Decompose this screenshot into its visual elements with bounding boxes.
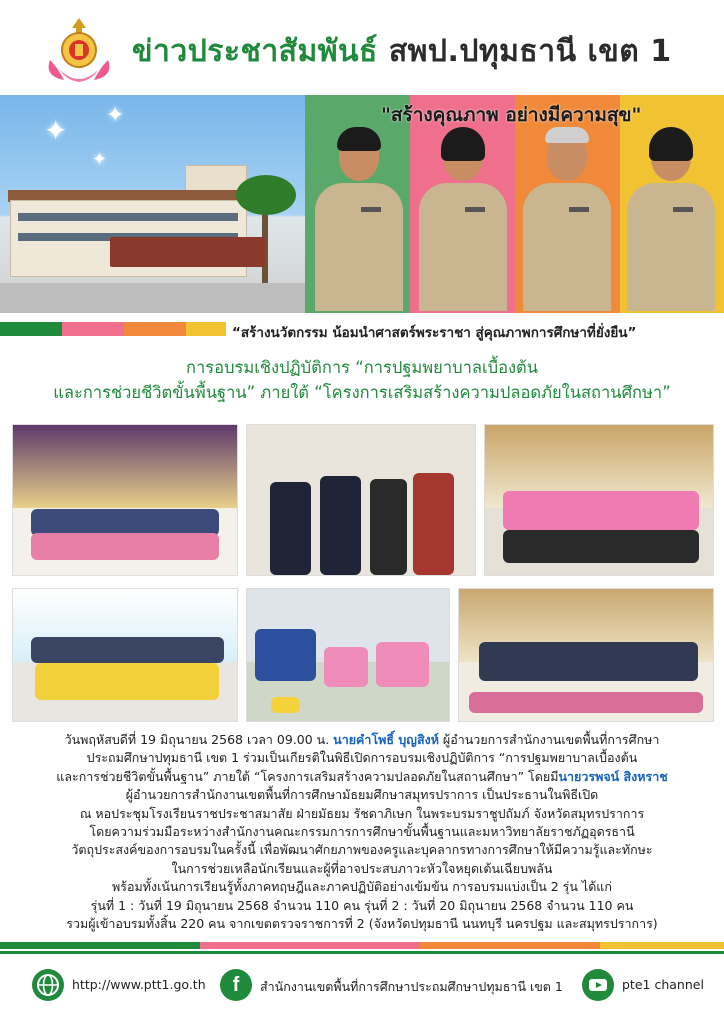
- color-stripe: [62, 322, 124, 336]
- youtube-icon[interactable]: [582, 969, 614, 1001]
- photo-trainers: [484, 424, 714, 576]
- portrait-deputy-1: [415, 131, 511, 311]
- office-building-photo: [0, 95, 305, 313]
- youtube-channel-link[interactable]: pte1 channel: [622, 977, 704, 992]
- chair-name: นายวรพจน์ สิงหราช: [558, 768, 668, 784]
- news-title: [0, 355, 724, 405]
- header-title: [132, 28, 672, 75]
- photo-hall-audience: [458, 588, 714, 722]
- building-windows: [18, 213, 238, 221]
- facebook-icon[interactable]: f: [220, 969, 252, 1001]
- body-line: รุ่นที่ 1 : วันที่ 19 มิถุนายน 2568 จำนวน 110 คน รุ่นที่ 2 : วันที่ 20 มิถุนายน 2568 จำนวน 110 คน: [90, 897, 634, 913]
- footer-divider: [0, 951, 724, 954]
- color-stripe: [0, 322, 62, 336]
- footer-stripe: [0, 942, 200, 949]
- color-stripe: [186, 322, 226, 336]
- article-body: [0, 731, 724, 933]
- sparkle-icon: ✦: [44, 114, 68, 147]
- photo-officials-pledge: [246, 424, 476, 576]
- body-line: ผู้อำนวยการสำนักงานเขตพื้นที่การศึกษามัธยมศึกษาสมุทรปราการ เป็นประธานในพิธีเปิด: [125, 787, 599, 803]
- photo-opening-ceremony: [12, 588, 238, 722]
- facebook-page-link[interactable]: สำนักงานเขตพื้นที่การศึกษาประถมศึกษาปทุมธานี เขต 1: [260, 979, 563, 994]
- footer-stripe: [420, 942, 600, 949]
- globe-icon[interactable]: [32, 969, 64, 1001]
- portrait-deputy-3: [623, 131, 719, 311]
- body-line: และการช่วยชีวิตขั้นพื้นฐาน” ภายใต้ “โครงการเสริมสร้างความปลอดภัยในสถานศึกษา” โดยมีนายวรพจน์ สิงหราช: [56, 768, 668, 784]
- office-sign: [110, 237, 265, 267]
- sparkle-icon: ✦: [106, 103, 125, 128]
- body-line: โดยความร่วมมือระหว่างสำนักงานคณะกรรมการการศึกษาขั้นพื้นฐานและมหาวิทยาลัยราชภัฏอุดรธานี: [89, 824, 635, 840]
- obec-logo: [42, 14, 116, 88]
- body-line: วัตถุประสงค์ของการอบรมในครั้งนี้ เพื่อพัฒนาศักยภาพของครูและบุคลากรทางการศึกษาให้มีความรู้และทักษะ: [71, 842, 653, 858]
- color-stripe: [124, 322, 186, 336]
- header-title-green: ข่าวประชาสัมพันธ์: [132, 34, 378, 69]
- body-line: ในการช่วยเหลือนักเรียนและผู้ที่อาจประสบภาวะหัวใจหยุดเต้นเฉียบพลัน: [171, 860, 553, 876]
- portrait-deputy-2: [519, 131, 615, 311]
- road: [0, 283, 305, 313]
- body-line: วันพฤหัสบดีที่ 19 มิถุนายน 2568 เวลา 09.00 น. นายคำโพธิ์ บุญสิงห์ ผู้อำนวยการสำนักงานเขตพื้นที่การศึกษา: [64, 732, 660, 747]
- motto: “สร้างนวัตกรรม น้อมนำศาสตร์พระราชา สู่คุณภาพการศึกษาที่ยั่งยืน”: [232, 325, 637, 341]
- director-name: นายคำโพธิ์ บุญสิงห์: [333, 732, 439, 747]
- photo-cpr-practice: [246, 588, 450, 722]
- body-line: พร้อมทั้งเน้นการเรียนรู้ทั้งภาคทฤษฎีและภาคปฏิบัติอย่างเข้มข้น การอบรมแบ่งเป็น 2 รุ่น ได้แก่: [112, 879, 612, 895]
- banner-slogan: "สร้างคุณภาพ อย่างมีความสุข": [381, 104, 642, 126]
- body-line: รวมผู้เข้าอบรมทั้งสิ้น 220 คน จากเขตตรวจราชการที่ 2 (จังหวัดปทุมธานี นนทบุรี นครปฐม และสมุทรปราการ): [66, 916, 658, 932]
- footer-stripe: [600, 942, 724, 949]
- website-link[interactable]: http://www.ptt1.go.th: [72, 977, 206, 992]
- news-title-line2: และการช่วยชีวิตขั้นพื้นฐาน” ภายใต้ “โครงการเสริมสร้างความปลอดภัยในสถานศึกษา”: [53, 383, 671, 402]
- body-line: ณ หอประชุมโรงเรียนราชประชาสมาสัย ฝ่ายมัธยม รัชดาภิเษก ในพระบรมราชูปถัมภ์ จังหวัดสมุทรปราการ: [79, 805, 645, 821]
- portrait-director: [311, 131, 407, 311]
- photo-group-stage: [12, 424, 238, 576]
- sparkle-icon: ✦: [92, 149, 108, 170]
- footer-stripe: [200, 942, 420, 949]
- body-line: ประถมศึกษาปทุมธานี เขต 1 ร่วมเป็นเกียรติในพิธีเปิดการอบรมเชิงปฏิบัติการ “การปฐมพยาบาลเบื้องต้น: [86, 750, 638, 766]
- palm-leaves: [236, 175, 296, 215]
- news-title-line1: การอบรมเชิงปฏิบัติการ “การปฐมพยาบาลเบื้องต้น: [185, 358, 539, 377]
- header-title-dark: สพป.ปทุมธานี เขต 1: [388, 34, 672, 69]
